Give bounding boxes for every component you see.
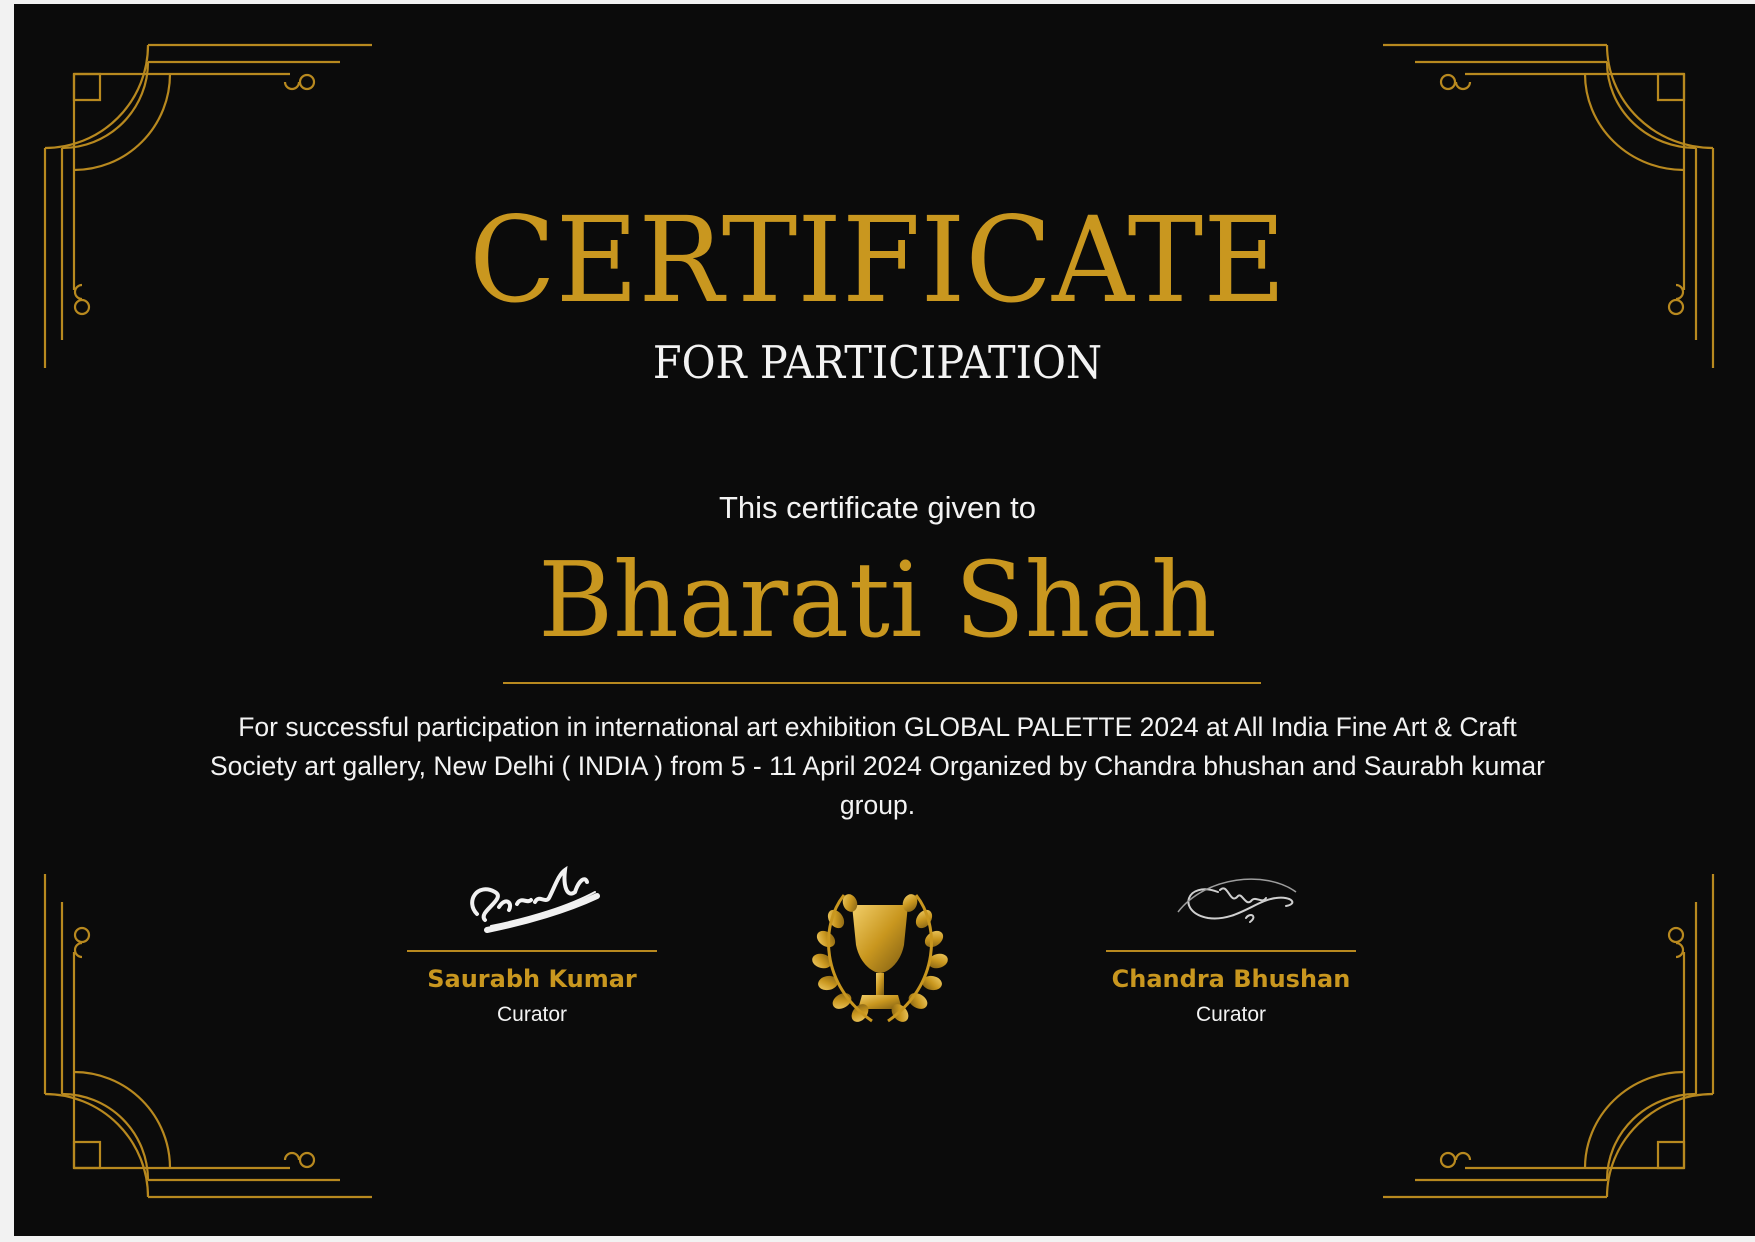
recipient-name: Bharati Shah (538, 539, 1217, 661)
corner-ornament-bottom-right (1383, 874, 1713, 1197)
signatory-role: Curator (496, 1003, 568, 1026)
given-to-label: This certificate given to (718, 490, 1037, 525)
certificate-subtitle: FOR PARTICIPATION (652, 336, 1103, 389)
certificate-description: For successful participation in international art exhibition GLOBAL PALETTE 2024 at All India Fine Art & Craft Society art gallery, New Delhi ( INDIA ) from 5 - 11 April 2024 Organized by Chandra bhushan and Saurabh kumar group. (210, 712, 1545, 820)
signature-line (1106, 950, 1356, 952)
certificate-title: CERTIFICATE (469, 191, 1286, 329)
name-underline (503, 682, 1261, 684)
signatory-role: Curator (1195, 1003, 1267, 1026)
signatory-name: Saurabh Kumar (427, 965, 637, 993)
signatory-name: Chandra Bhushan (1111, 965, 1351, 993)
signature-line (407, 950, 657, 952)
signature-chandra (1146, 852, 1316, 947)
trophy-laurel-icon (790, 875, 970, 1035)
corner-ornament-bottom-left (45, 874, 372, 1197)
signature-saurabh (447, 852, 617, 947)
